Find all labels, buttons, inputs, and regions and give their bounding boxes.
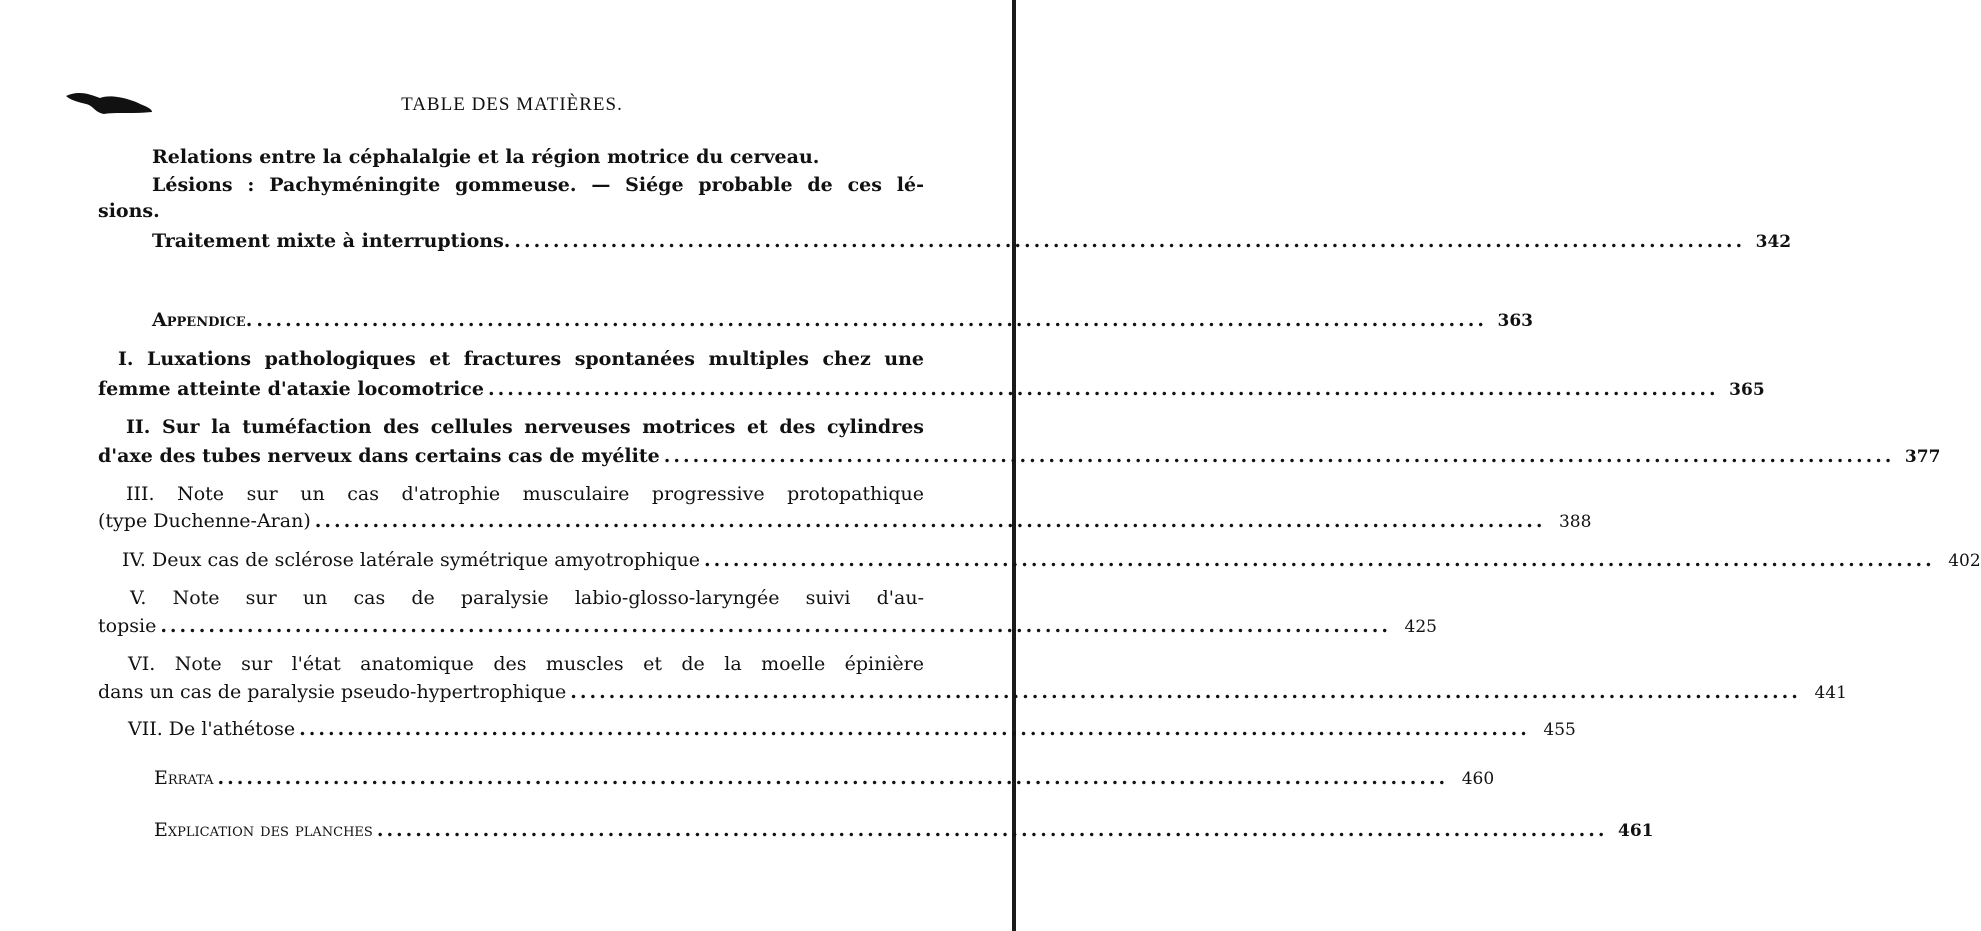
entry-text: d'axe des tubes nerveux dans certains cas de myélite bbox=[98, 445, 660, 467]
dot-leader: ................................................................................................................................ bbox=[514, 230, 1746, 252]
entry-v-line2 bbox=[98, 614, 1437, 639]
entry-text: Appendice. bbox=[152, 309, 253, 331]
entry-vi-line2 bbox=[98, 680, 1847, 705]
page-number: 425 bbox=[1404, 617, 1437, 637]
entry-i-line1: I. Luxations pathologiques et fractures spontanées multiples chez une bbox=[118, 348, 924, 370]
entry-text: dans un cas de paralysie pseudo-hypertrophique bbox=[98, 681, 567, 703]
entry-text: VII. De l'athétose bbox=[128, 718, 296, 740]
entry-v-line1: V. Note sur un cas de paralysie labio-glosso-laryngée suivi d'au- bbox=[130, 587, 924, 609]
entry-lesions-line1: Lésions : Pachyméningite gommeuse. — Siége probable de ces lé- bbox=[152, 174, 924, 196]
dot-leader: ................................................................................................................................ bbox=[299, 718, 1530, 740]
dot-leader: ................................................................................................................................ bbox=[570, 681, 1801, 703]
entry-text: topsie bbox=[98, 615, 157, 637]
entry-iii-line1: III. Note sur un cas d'atrophie musculaire progressive protopathique bbox=[126, 483, 924, 505]
entry-text: IV. Deux cas de sclérose latérale symétrique amyotrophique bbox=[122, 549, 700, 571]
page-title: TABLE DES MATIÈRES. bbox=[401, 94, 623, 115]
entry-relations: Relations entre la céphalalgie et la région motrice du cerveau. bbox=[152, 146, 820, 168]
page-number: 441 bbox=[1814, 683, 1847, 703]
entry-errata bbox=[154, 766, 1495, 791]
entry-traitement bbox=[152, 229, 1792, 254]
page-number: 402 bbox=[1948, 551, 1981, 571]
page-number: 460 bbox=[1461, 769, 1495, 789]
dot-leader: ................................................................................................................................ bbox=[256, 309, 1487, 331]
dot-leader: ................................................................................................................................ bbox=[487, 378, 1719, 400]
entry-iv bbox=[122, 548, 1981, 573]
page-number: 342 bbox=[1755, 232, 1792, 252]
page-number: 388 bbox=[1558, 512, 1592, 532]
dot-leader: ................................................................................................................................ bbox=[663, 445, 1895, 467]
entry-i-line2 bbox=[98, 377, 1765, 402]
page-number: 377 bbox=[1904, 447, 1941, 467]
entry-ii-line1: II. Sur la tuméfaction des cellules nerveuses motrices et des cylindres bbox=[126, 416, 924, 438]
page-number: 365 bbox=[1729, 380, 1765, 400]
entry-ii-line2 bbox=[98, 444, 1941, 469]
entry-text: Traitement mixte à interruptions. bbox=[152, 230, 511, 252]
page-number: 363 bbox=[1497, 311, 1533, 331]
dot-leader: ................................................................................................................................ bbox=[704, 549, 1935, 571]
dot-leader: ................................................................................................................................ bbox=[160, 615, 1391, 637]
entry-lesions-line2: sions. bbox=[98, 200, 160, 222]
entry-text: femme atteinte d'ataxie locomotrice bbox=[98, 378, 484, 400]
entry-text: Explication des planches bbox=[154, 819, 373, 841]
entry-text: Errata bbox=[154, 767, 214, 789]
page-number: 461 bbox=[1618, 821, 1654, 841]
dot-leader: ................................................................................................................................ bbox=[376, 819, 1608, 841]
entry-appendice bbox=[152, 308, 1533, 333]
page-number: 455 bbox=[1543, 720, 1576, 740]
entry-text: (type Duchenne-Aran) bbox=[98, 510, 311, 532]
entry-vi-line1: VI. Note sur l'état anatomique des muscles et de la moelle épinière bbox=[128, 653, 924, 675]
entry-planches bbox=[154, 818, 1654, 843]
entry-vii bbox=[128, 717, 1576, 742]
dot-leader: ................................................................................................................................ bbox=[314, 510, 1546, 532]
entry-iii-line2 bbox=[98, 509, 1592, 534]
dot-leader: ................................................................................................................................ bbox=[217, 767, 1449, 789]
